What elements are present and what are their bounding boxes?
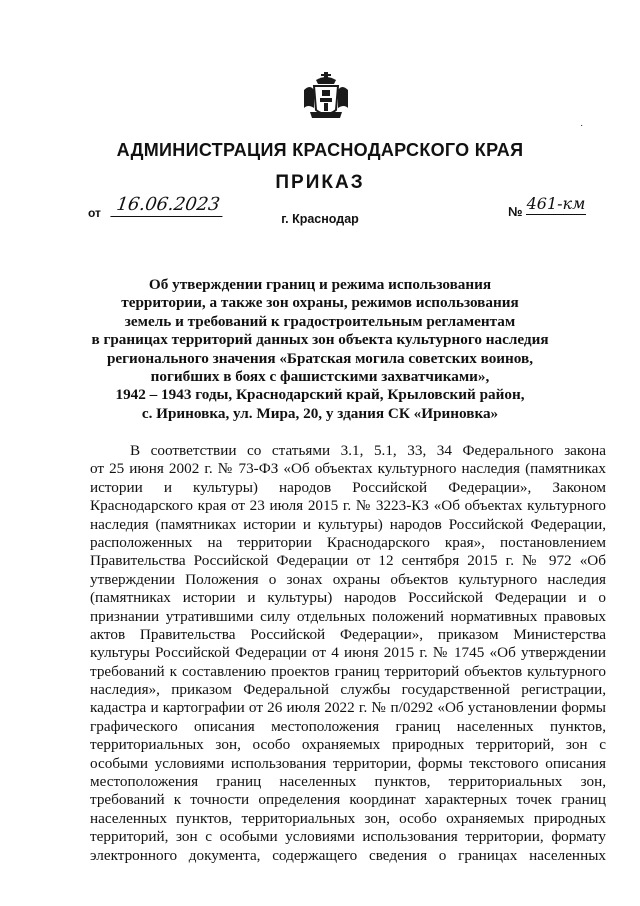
body-line: В соответствии со статьями 3.1, 5.1, 33, 34 Федерального закона [130, 442, 606, 459]
subject-line: погибших в боях с фашистскими захватчиками», [150, 368, 490, 386]
body-line: требований к точности определения координат характерных точек границ [90, 791, 606, 809]
subject-line: регионального значения «Братская могила советских воинов, [106, 349, 534, 367]
body-line: кадастра и картографии от 26 июля 2022 г. № п/0292 «Об установлении формы [90, 699, 606, 717]
body-line: электронного документа, содержащего сведения о границах населенных [90, 846, 606, 864]
subject-line: Об утверждении границ и режима использования [148, 276, 492, 293]
meta-row [0, 196, 640, 236]
body-line: наследия (памятниках истории и культуры) народов Российской Федерации, [90, 515, 606, 533]
coat-of-arms-icon [300, 70, 352, 122]
handwritten-date: 16.06.2023 [110, 194, 225, 217]
body-line: территорий, зон с особыми условиями использования территории, формату [90, 828, 606, 846]
document-subject [70, 276, 570, 423]
body-line: Краснодарского края от 23 июля 2015 г. № 3223-КЗ «Об объектах культурного [90, 497, 606, 515]
subject-line: в границах территорий данных зон объекта культурного наследия [91, 331, 549, 349]
body-line: (памятниках истории и культуры) народов Российской Федерации и о [90, 589, 606, 607]
subject-line: с. Ириновка, ул. Мира, 20, у здания СК «Ириновка» [141, 404, 499, 422]
body-line: населенных пунктов, территориальных зон, особо охраняемых природных [90, 809, 606, 827]
city-label: г. Краснодар [281, 212, 359, 226]
number-prefix-label: № [508, 204, 523, 219]
body-line: местоположения границ населенных пунктов, территориальных зон, [90, 773, 606, 791]
body-line: графического описания местоположения границ населенных пунктов, [90, 717, 606, 735]
body-line: требований к составлению проектов границ территорий объектов культурного [90, 662, 606, 680]
date-prefix-label: от [88, 206, 101, 220]
body-line: расположенных на территории Краснодарского края», постановлением [90, 533, 606, 551]
document-body [90, 442, 606, 865]
document-type: ПРИКАЗ [275, 172, 365, 193]
body-line: утверждении Положения о зонах охраны объектов культурного наследия [90, 570, 606, 588]
body-line: наследия», приказом Федеральной службы государственной регистрации, [90, 681, 606, 699]
body-line: особыми условиями использования территории, формы текстового описания [90, 754, 606, 772]
body-line: от 25 июня 2002 г. № 73-ФЗ «Об объектах культурного наследия (памятниках [90, 460, 606, 478]
handwritten-number: 461-км [526, 194, 586, 213]
body-line: Правительства Российской Федерации от 12 сентября 2015 г. № 972 «Об [90, 552, 606, 570]
small-mark: ˙ [580, 124, 584, 135]
body-line: актов Правительства Российской Федерации», приказом Министерства [90, 625, 606, 643]
body-line: признании утратившими силу отдельных положений нормативных правовых [90, 607, 606, 625]
subject-line: земель и требований к градостроительным регламентам [124, 312, 516, 330]
body-line: территориальных зон, особо охраняемых природных территорий, зон с [90, 736, 606, 754]
organization-title: АДМИНИСТРАЦИЯ КРАСНОДАРСКОГО КРАЯ [116, 140, 524, 160]
subject-line: территории, а также зон охраны, режимов использования [121, 294, 519, 312]
body-line: истории и культуры) народов Российской Федерации», Законом [90, 478, 606, 496]
subject-line: 1942 – 1943 годы, Краснодарский край, Крыловский район, [115, 386, 525, 404]
body-line: культуры Российской Федерации от 4 июня 2015 г. № 1745 «Об утверждении [90, 644, 606, 662]
